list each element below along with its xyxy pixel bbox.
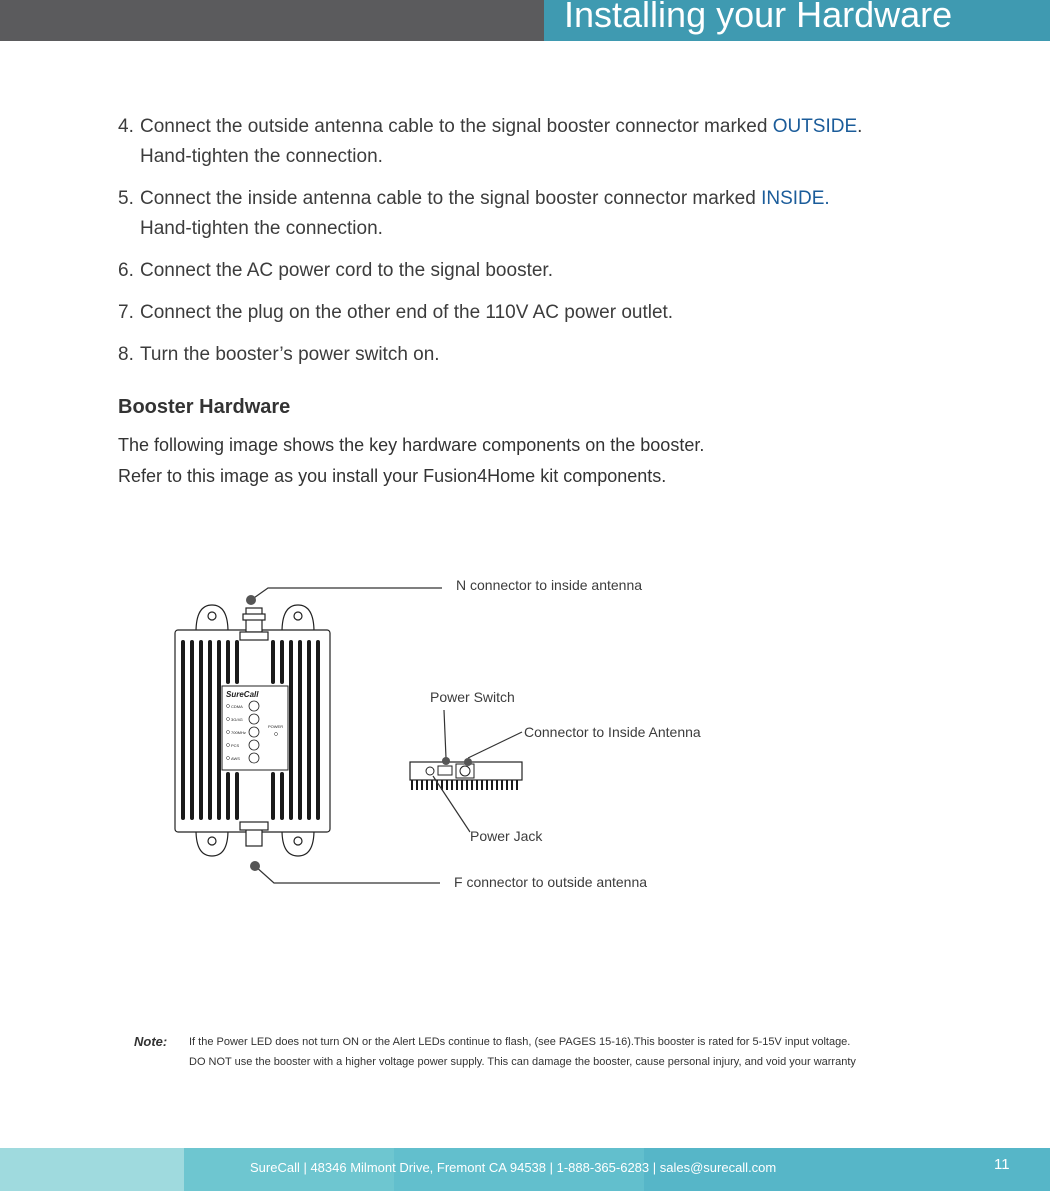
- step-highlight: OUTSIDE: [772, 116, 858, 137]
- band-label: AWS: [231, 756, 240, 761]
- note-line-2: DO NOT use the booster with a higher voltage power supply. This can damage the booster, cause personal injury, and void your warranty: [189, 1056, 856, 1068]
- step-text: Connect the plug on the other end of the 110V AC power outlet.: [140, 302, 674, 323]
- page-number: 11: [994, 1156, 1010, 1173]
- step-number: 8.: [118, 344, 134, 365]
- step-text: Connect the AC power cord to the signal booster.: [140, 260, 553, 281]
- step-text-line2: Hand-tighten the connection.: [140, 146, 383, 167]
- page-title: Installing your Hardware: [564, 0, 953, 35]
- power-switch-icon: [438, 766, 452, 775]
- footer-contact: SureCall | 48346 Milmont Drive, Fremont CA 94538 | 1-888-365-6283 | sales@surecall.com: [250, 1160, 777, 1175]
- antenna-connector-icon: [460, 766, 470, 776]
- step-number: 6.: [118, 260, 134, 281]
- step-number: 4.: [118, 116, 134, 137]
- band-label: PCS: [231, 743, 240, 748]
- step-text: Connect the inside antenna cable to the signal booster connector marked: [140, 188, 762, 209]
- device-brand: SureCall: [226, 690, 259, 699]
- label-f-connector: F connector to outside antenna: [454, 874, 648, 890]
- paragraph-line-1: The following image shows the key hardware components on the booster.: [118, 435, 705, 455]
- band-label: 700MHz: [231, 730, 246, 735]
- step-number: 5.: [118, 188, 134, 209]
- label-power-jack: Power Jack: [470, 828, 543, 844]
- power-jack-icon: [426, 767, 434, 775]
- label-n-connector: N connector to inside antenna: [456, 577, 643, 593]
- note-block: [134, 1032, 856, 1072]
- band-label: 3G/4G: [231, 717, 243, 722]
- note-label: Note:: [134, 1034, 168, 1049]
- label-connector-inside: Connector to Inside Antenna: [524, 724, 701, 740]
- control-panel: [222, 686, 288, 770]
- section-heading: Booster Hardware: [118, 396, 291, 418]
- step-highlight: INSIDE.: [761, 188, 830, 209]
- paragraph-line-2: Refer to this image as you install your Fusion4Home kit components.: [118, 466, 667, 486]
- step-text-line2: Hand-tighten the connection.: [140, 218, 383, 239]
- power-label: POWER: [268, 724, 284, 729]
- step-text: Turn the booster’s power switch on.: [140, 344, 440, 365]
- label-power-switch: Power Switch: [430, 689, 515, 705]
- note-line-1: If the Power LED does not turn ON or the Alert LEDs continue to flash, (see PAGES 15-16).This booster is rated for 5-15V input voltage.: [189, 1036, 851, 1048]
- footer-segment-1: [0, 1148, 184, 1191]
- band-label: CDMA: [231, 704, 243, 709]
- step-number: 7.: [118, 302, 134, 323]
- step-text: Connect the outside antenna cable to the signal booster connector marked: [140, 116, 773, 137]
- step-text-end: .: [857, 116, 863, 137]
- booster-side-view: [410, 762, 522, 790]
- footer-bar: [0, 1148, 1050, 1191]
